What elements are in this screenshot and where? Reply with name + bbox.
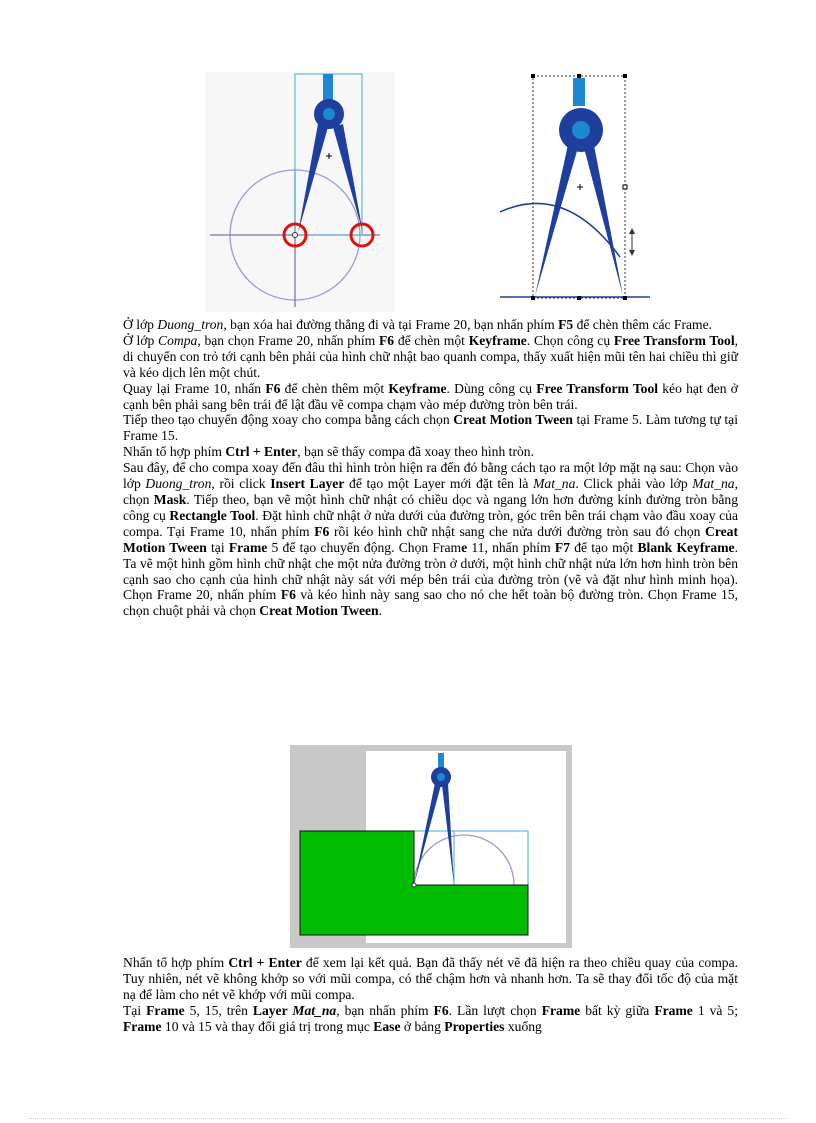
figure-mask-layer (290, 745, 572, 948)
footer-divider (28, 1118, 788, 1119)
figure-compass-circle (205, 72, 395, 312)
paragraph-motion-tween: Tiếp theo tạo chuyển động xoay cho compa bằng cách chọn Creat Motion Tween tại Frame 5. Làm tương tự tại Frame 15. (123, 412, 738, 444)
paragraph-frame-10: Quay lại Frame 10, nhấn F6 để chèn thêm một Keyframe. Dùng công cụ Free Transform Tool kéo hạt đen ở cạnh bên phải sang bên trái để lật đầu vẽ compa chạm vào mép đường tròn bên trái. (123, 380, 738, 412)
paragraph-compa: Ở lớp Compa, bạn chọn Frame 20, nhấn phím F6 để chèn một Keyframe. Chọn công cụ Free Transform Tool, di chuyển con trỏ tới cạnh bên phải của hình chữ nhật bao quanh compa, thấy xuất hiện mũi tên hai chiều thì giữ và kéo dịch lên một chút. (123, 332, 739, 380)
paragraph-ease: Tại Frame 5, 15, trên Layer Mat_na, bạn nhấn phím F6. Lần lượt chọn Frame bất kỳ giữa Frame 1 và 5; Frame 10 và 15 và thay đổi giá trị trong mục Ease ở bảng Properties xuống (123, 1002, 739, 1034)
instruction-text-block-2 (123, 955, 738, 1035)
paragraph-ctrl-enter: Nhấn tổ hợp phím Ctrl + Enter, bạn sẽ thấy compa đã xoay theo hình tròn. (123, 444, 534, 460)
paragraph-mask: Sau đây, để cho compa xoay đến đâu thì hình tròn hiện ra đến đó bằng cách tạo ra một lớp mặt nạ sau: Chọn vào lớp Duong_tron, rồi click Insert Layer để tạo một Layer mới đặt tên là Mat_na. Click phải vào lớp Mat_na, chọn Mask. Tiếp theo, bạn vẽ một hình chữ nhật có chiều dọc và ngang lớn hơn đường kính đường tròn bằng công cụ Rectangle Tool. Đặt hình chữ nhật ở nửa dưới của đường tròn, góc trên bên trái chạm vào đầu xoay của compa. Tại Frame 10, nhấn phím F6 rồi kéo hình chữ nhật sang che nửa dưới đường tròn sau đó chọn Creat Motion Tween tại Frame 5 để tạo chuyển động. Chọn Frame 11, nhấn phím F7 để tạo một Blank Keyframe. Ta vẽ một hình gồm hình chữ nhật che một nửa đường tròn ở dưới, một hình chữ nhật nửa lớn hơn hình tròn bên cạnh sao cho cạnh của hình chữ nhật này sát với mép bên trái của đường tròn (vẽ và đặt như hình minh họa). Chọn Frame 20, nhấn phím F6 và kéo hình này sang sao cho nó che hết toàn bộ đường tròn. Chọn Frame 15, chọn chuột phải và chọn Creat Motion Tween. (123, 460, 738, 619)
paragraph-duong-tron: Ở lớp Duong_tron, bạn xóa hai đường thẳng đi và tại Frame 20, bạn nhấn phím F5 để chèn thêm các Frame. (123, 317, 713, 332)
figure-compass-transform (495, 72, 655, 310)
instruction-text-block-1 (123, 317, 738, 619)
paragraph-result: Nhấn tổ hợp phím Ctrl + Enter để xem lại kết quả. Bạn đã thấy nét vẽ đã hiện ra theo chiều quay của compa. Tuy nhiên, nét vẽ không khớp so với mũi compa, có thể chậm hơn và nhanh hơn. Ta sẽ thay đổi tốc độ của mặt nạ để làm cho nét vẽ khớp với mũi compa. (123, 955, 738, 1002)
